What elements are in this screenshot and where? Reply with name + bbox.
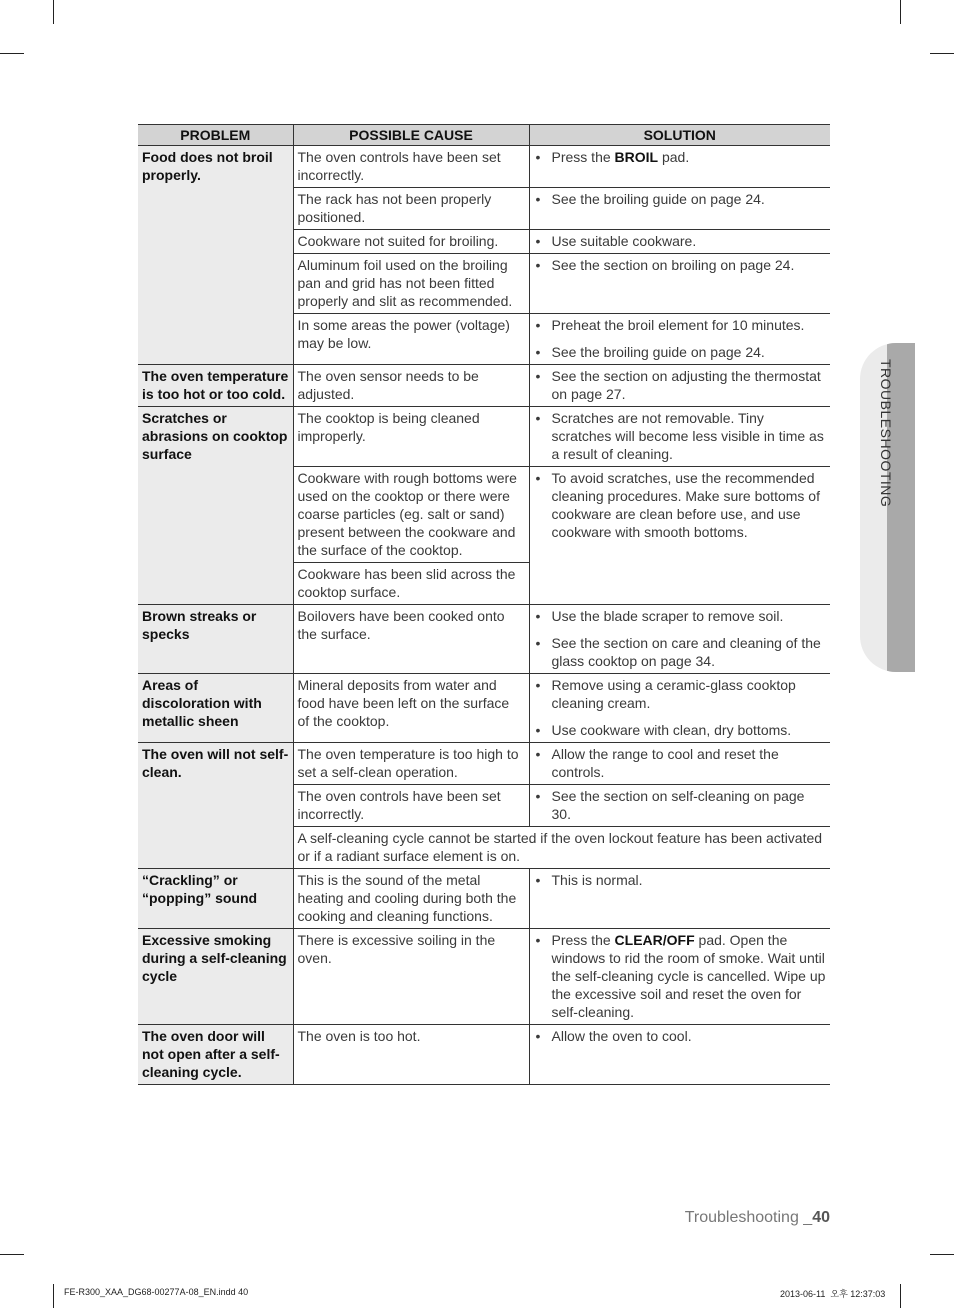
- section-side-tab: [860, 343, 915, 672]
- solution-item: [534, 316, 827, 334]
- solution-cell: [529, 1025, 830, 1085]
- problem-cell: Brown streaks or specks: [138, 605, 293, 674]
- bullet-icon: •: [535, 149, 541, 165]
- solution-text: [552, 607, 784, 625]
- solution-text-part: Use the blade scraper to remove soil.: [551, 608, 784, 624]
- solution-item: [534, 409, 827, 463]
- cause-cell: The oven controls have been set incorrectly.: [293, 146, 529, 188]
- solution-text-part: Use suitable cookware.: [551, 233, 697, 249]
- crop-mark: [930, 1254, 954, 1255]
- solution-text: [552, 676, 827, 712]
- bullet-icon: •: [535, 608, 541, 624]
- bullet-icon: •: [535, 932, 541, 948]
- bullet-icon: •: [535, 257, 541, 273]
- cause-cell: Cookware not suited for broiling.: [293, 230, 529, 254]
- solution-text-part: Allow the oven to cool.: [551, 1028, 692, 1044]
- bullet-icon: •: [535, 788, 541, 804]
- solution-cell: [529, 869, 830, 929]
- bullet-icon: •: [535, 470, 541, 486]
- solution-text-part: pad. Open the windows to rid the room of smoke. Wait until the self-cleaning cycle is cancelled. Wipe up the excessive soil and reset the oven for self-cleaning.: [551, 932, 826, 1020]
- solution-text-part: See the broiling guide on page 24.: [551, 191, 765, 207]
- solution-text-part: See the section on self-cleaning on page 30.: [551, 788, 805, 822]
- solution-cell: [529, 314, 830, 365]
- cause-cell: The oven temperature is too high to set a self-clean operation.: [293, 743, 529, 785]
- solution-cell: [529, 365, 830, 407]
- problem-cell: The oven temperature is too hot or too cold.: [138, 365, 293, 407]
- bullet-icon: •: [535, 191, 541, 207]
- problem-cell: “Crackling” or “popping” sound: [138, 869, 293, 929]
- solution-text-part: See the section on care and cleaning of the glass cooktop on page 34.: [551, 635, 821, 669]
- footer-section: Troubleshooting _: [684, 1209, 813, 1226]
- solution-item: [534, 721, 827, 739]
- solution-text-part: Allow the range to cool and reset the controls.: [551, 746, 779, 780]
- cause-cell: The oven sensor needs to be adjusted.: [293, 365, 529, 407]
- solution-cell: [529, 230, 830, 254]
- crop-mark: [0, 1254, 24, 1255]
- cause-cell: Boilovers have been cooked onto the surface.: [293, 605, 529, 674]
- solution-item: [534, 256, 827, 274]
- solution-text: [552, 367, 827, 403]
- solution-cell: [529, 254, 830, 314]
- solution-item: [534, 634, 827, 670]
- solution-text-part: See the section on adjusting the thermostat on page 27.: [551, 368, 821, 402]
- problem-cell: Food does not broil properly.: [138, 146, 293, 365]
- bullet-icon: •: [535, 344, 541, 360]
- bullet-icon: •: [535, 410, 541, 426]
- solution-text-part: pad.: [658, 149, 690, 165]
- solution-text: [552, 931, 827, 1021]
- table-row: [138, 605, 830, 674]
- solution-text-part: This is normal.: [551, 872, 643, 888]
- bullet-icon: •: [535, 233, 541, 249]
- crop-mark: [900, 1284, 901, 1308]
- slug-file: FE-R300_XAA_DG68-00277A-08_EN.indd 40: [64, 1287, 249, 1297]
- crop-mark: [930, 53, 954, 54]
- solution-cell: [529, 467, 830, 605]
- slug-datetime: 2013-06-11 오후 12:37:03: [780, 1289, 886, 1299]
- table-row: [138, 1025, 830, 1085]
- solution-cell: [529, 188, 830, 230]
- table-row: [138, 407, 830, 467]
- solution-text: [552, 343, 765, 361]
- solution-text: [552, 190, 765, 208]
- cause-cell: The cooktop is being cleaned improperly.: [293, 407, 529, 467]
- solution-text: [552, 148, 690, 166]
- solution-pad-name: BROIL: [614, 149, 659, 165]
- table-row: [138, 869, 830, 929]
- solution-item: [534, 676, 827, 712]
- crop-mark: [53, 0, 54, 24]
- solution-cell: [529, 146, 830, 188]
- table-body: [138, 146, 830, 1085]
- solution-text: [552, 469, 827, 541]
- page-number: 40: [812, 1209, 830, 1226]
- solution-cell: [529, 929, 830, 1025]
- problem-cell: The oven will not self-clean.: [138, 743, 293, 869]
- header-problem: PROBLEM: [138, 125, 293, 146]
- solution-item: [534, 931, 827, 1021]
- solution-text-part: Use cookware with clean, dry bottoms.: [551, 722, 792, 738]
- solution-item: [534, 190, 827, 208]
- cause-cell: There is excessive soiling in the oven.: [293, 929, 529, 1025]
- problem-cell: The oven door will not open after a self-cleaning cycle.: [138, 1025, 293, 1085]
- solution-text: [552, 256, 795, 274]
- bullet-icon: •: [535, 1028, 541, 1044]
- table-row: [138, 674, 830, 743]
- cause-cell: The oven controls have been set incorrectly.: [293, 785, 529, 827]
- solution-text: [552, 409, 827, 463]
- table-row: [138, 929, 830, 1025]
- side-tab-label: TROUBLESHOOTING: [878, 359, 894, 508]
- bullet-icon: •: [535, 746, 541, 762]
- solution-text-part: Press the: [551, 932, 615, 948]
- header-possible-cause: POSSIBLE CAUSE: [293, 125, 529, 146]
- cause-cell: The oven is too hot.: [293, 1025, 529, 1085]
- solution-text: [552, 316, 805, 334]
- solution-text: [552, 745, 827, 781]
- solution-pad-name: CLEAR/OFF: [614, 932, 695, 948]
- solution-text-part: Press the: [551, 149, 615, 165]
- cause-cell: Aluminum foil used on the broiling pan and grid has not been fitted properly and slit as recommended.: [293, 254, 529, 314]
- solution-text-part: See the section on broiling on page 24.: [551, 257, 795, 273]
- solution-cell: [529, 785, 830, 827]
- crop-mark: [0, 53, 24, 54]
- solution-item: [534, 232, 827, 250]
- solution-item: [534, 343, 827, 361]
- solution-text: [552, 721, 792, 739]
- table-row: [138, 743, 830, 785]
- solution-item: [534, 148, 827, 166]
- solution-cell: [529, 407, 830, 467]
- solution-item: [534, 745, 827, 781]
- header-solution: SOLUTION: [529, 125, 830, 146]
- problem-cell: Areas of discoloration with metallic sheen: [138, 674, 293, 743]
- table-header-row: [138, 125, 830, 146]
- solution-cell: [529, 743, 830, 785]
- cause-cell: The rack has not been properly positioned.: [293, 188, 529, 230]
- cause-cell: Cookware has been slid across the cooktop surface.: [293, 563, 529, 605]
- solution-text: [552, 1027, 692, 1045]
- crop-mark: [53, 1284, 54, 1308]
- cause-cell: Cookware with rough bottoms were used on the cooktop or there were coarse particles (eg. salt or sand) present between the cookware and the surface of the cooktop.: [293, 467, 529, 563]
- table-row: [138, 146, 830, 188]
- table-row: [138, 365, 830, 407]
- problem-cell: Excessive smoking during a self-cleaning cycle: [138, 929, 293, 1025]
- solution-text-part: Preheat the broil element for 10 minutes.: [551, 317, 805, 333]
- cause-cell: In some areas the power (voltage) may be low.: [293, 314, 529, 365]
- bullet-icon: •: [535, 635, 541, 651]
- bullet-icon: •: [535, 722, 541, 738]
- solution-text-part: Scratches are not removable. Tiny scratches will become less visible in time as a result of cleaning.: [551, 410, 824, 462]
- solution-cell: [529, 674, 830, 743]
- solution-cell: [529, 605, 830, 674]
- bullet-icon: •: [535, 872, 541, 888]
- problem-cell: Scratches or abrasions on cooktop surface: [138, 407, 293, 605]
- solution-item: [534, 469, 827, 541]
- solution-text: [552, 787, 827, 823]
- solution-text-part: To avoid scratches, use the recommended cleaning procedures. Make sure bottoms of cookware are clean before use, and use cookware with smooth bottoms.: [551, 470, 820, 540]
- bullet-icon: •: [535, 368, 541, 384]
- bullet-icon: •: [535, 317, 541, 333]
- note-cell: A self-cleaning cycle cannot be started if the oven lockout feature has been activated or if a radiant surface element is on.: [293, 827, 830, 869]
- cause-cell: Mineral deposits from water and food have been left on the surface of the cooktop.: [293, 674, 529, 743]
- solution-text: [552, 871, 643, 889]
- page-footer: [685, 1209, 830, 1227]
- solution-item: [534, 367, 827, 403]
- solution-item: [534, 607, 827, 625]
- solution-text: [552, 634, 827, 670]
- solution-item: [534, 787, 827, 823]
- bullet-icon: •: [535, 677, 541, 693]
- troubleshooting-table: [138, 124, 830, 1085]
- solution-item: [534, 871, 827, 889]
- cause-cell: This is the sound of the metal heating and cooling during both the cooking and cleaning functions.: [293, 869, 529, 929]
- solution-text-part: See the broiling guide on page 24.: [551, 344, 765, 360]
- solution-item: [534, 1027, 827, 1045]
- crop-mark: [900, 0, 901, 24]
- solution-text-part: Remove using a ceramic-glass cooktop cleaning cream.: [551, 677, 796, 711]
- solution-text: [552, 232, 697, 250]
